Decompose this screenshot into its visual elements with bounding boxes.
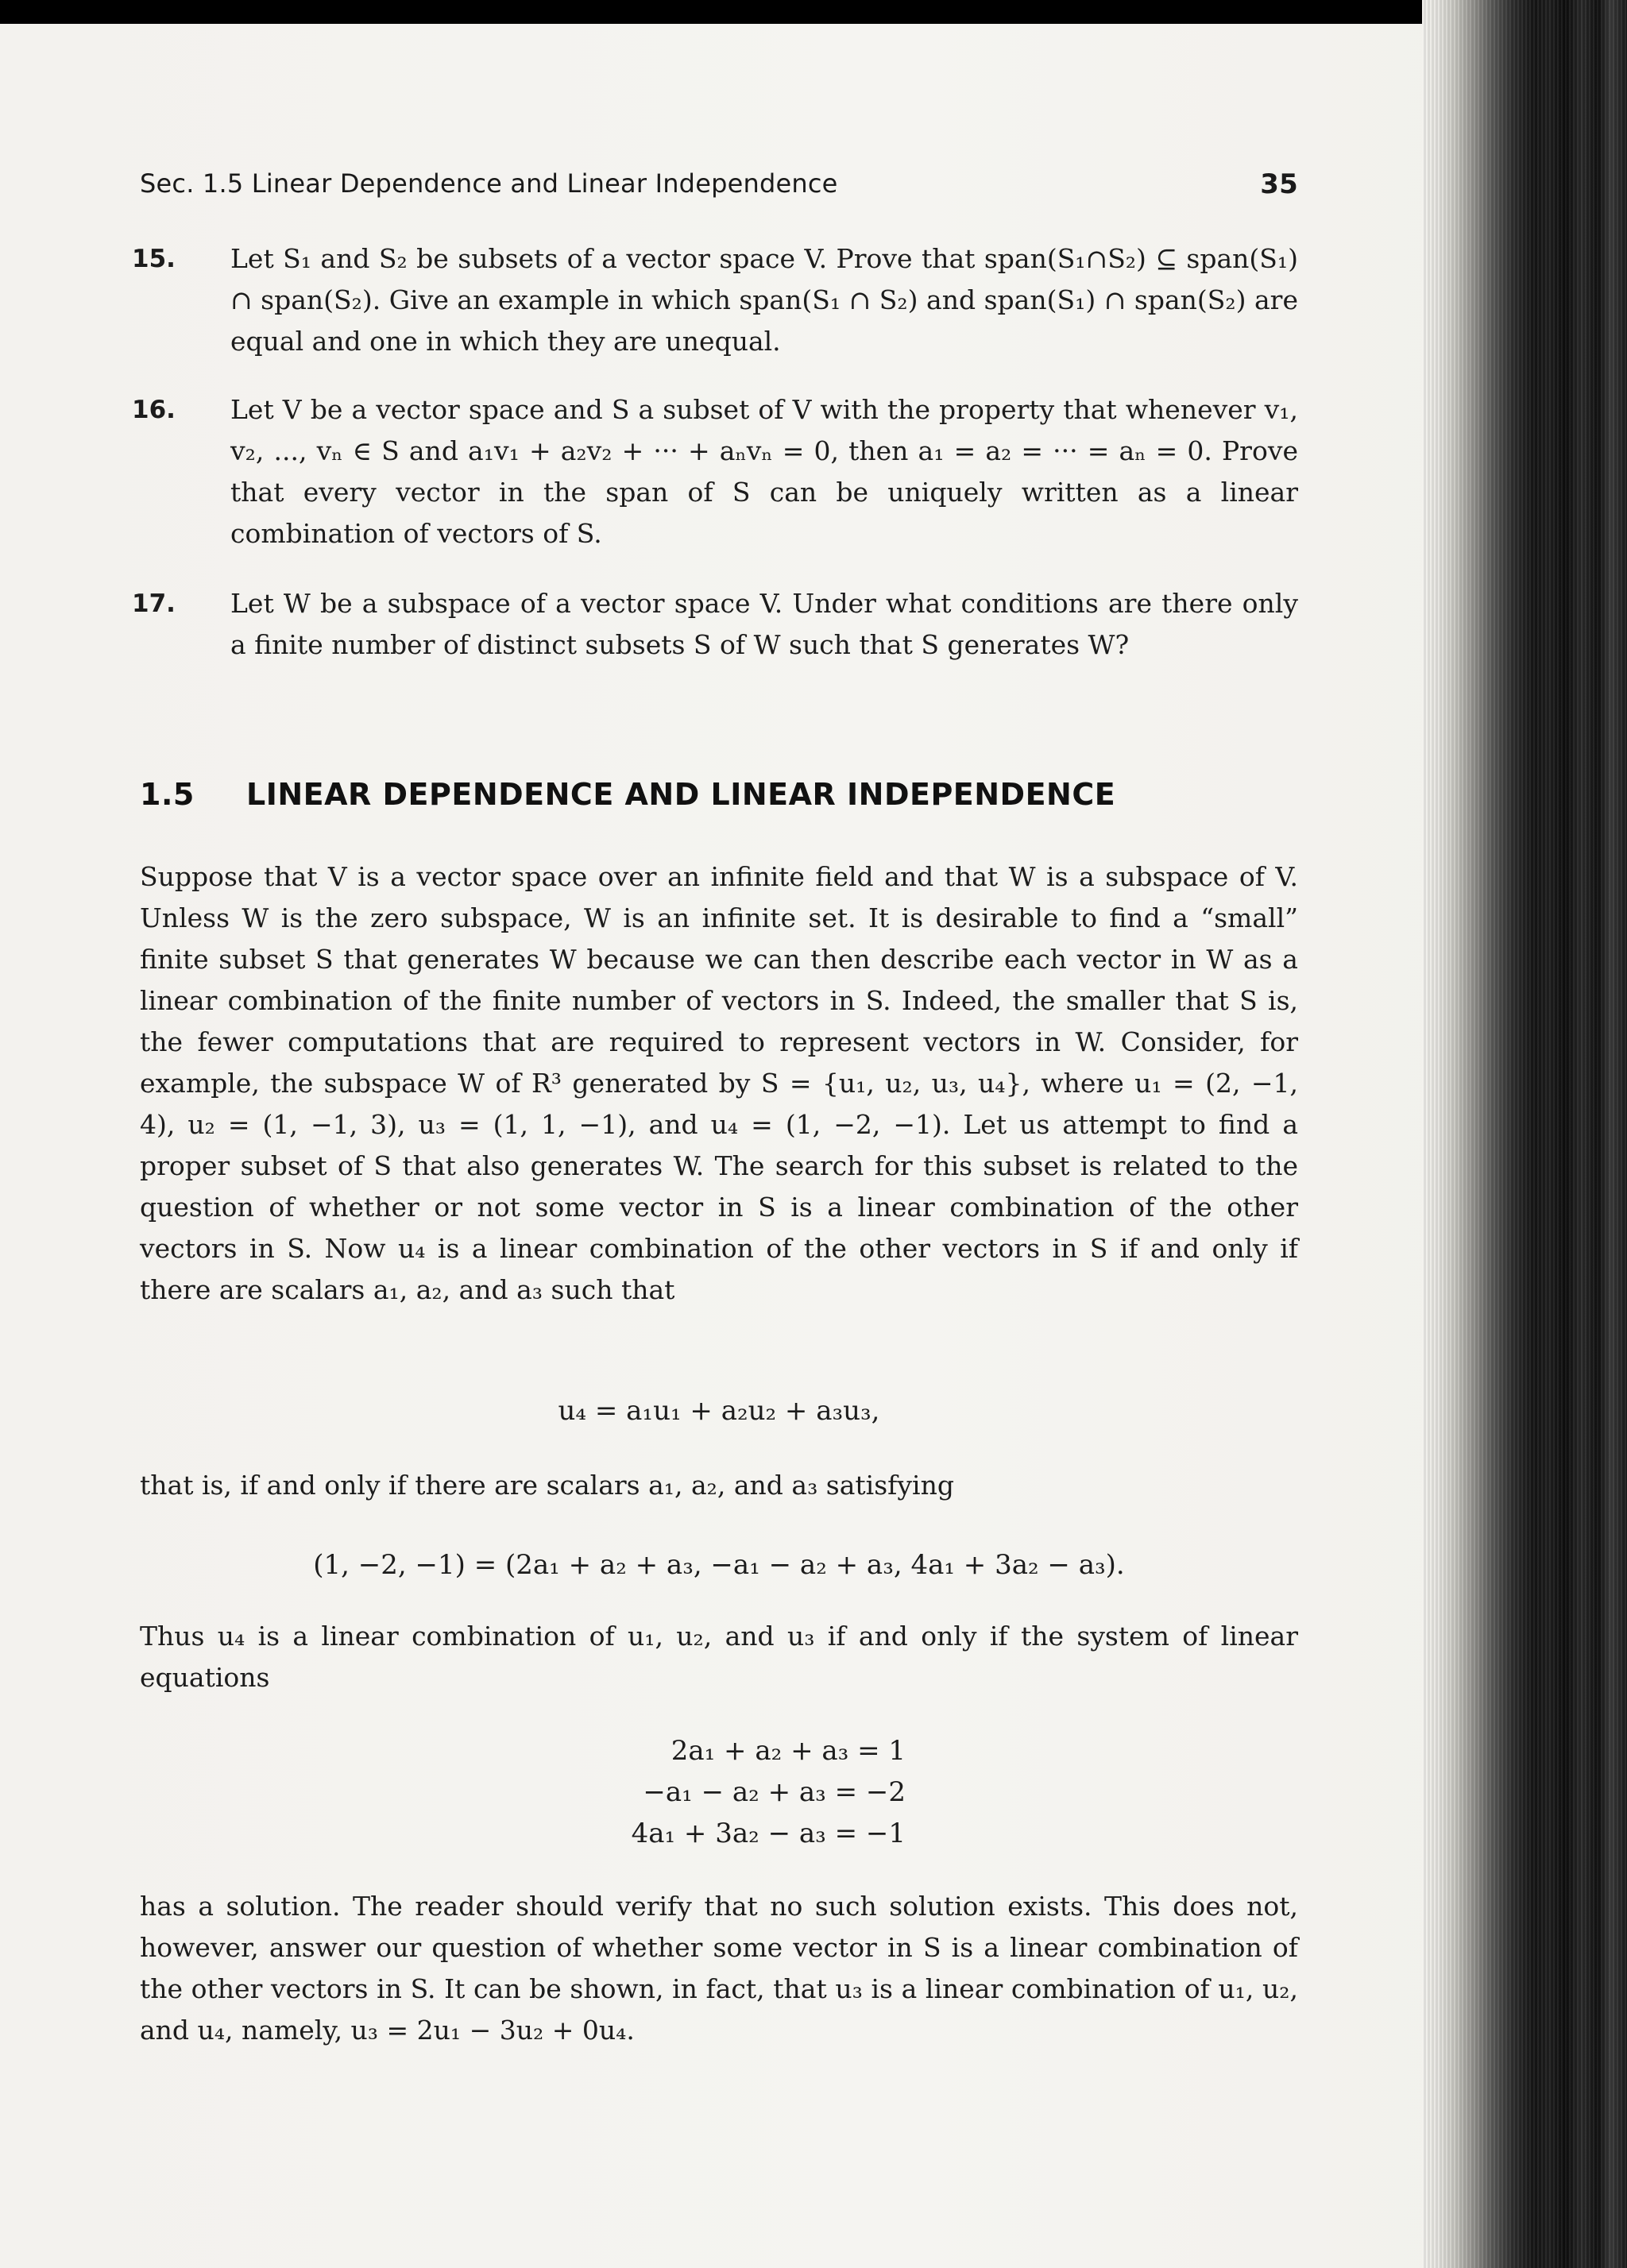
page-top-shadow: [0, 0, 1627, 24]
system-row: 2a₁ + a₂ + a₃ = 1: [671, 1735, 906, 1767]
book-page-edges: [1422, 0, 1627, 2268]
exercise-17: [132, 583, 1298, 666]
section-title: LINEAR DEPENDENCE AND LINEAR INDEPENDENCE: [246, 777, 1116, 812]
equation-1: u₄ = a₁u₁ + a₂u₂ + a₃u₃,: [558, 1395, 880, 1427]
running-head-title: Sec. 1.5 Linear Dependence and Linear Independence: [140, 168, 838, 199]
body-paragraph-4: has a solution. The reader should verify that no such solution exists. This does not, however, answer our question of whether some vector in S is a linear combination of the other vectors in S. It can be shown, in fact, that u₃ is a linear combination of u₁, u₂, and u₄, namely, u₃ = 2u₁ − 3u₂ + 0u₄.: [140, 1891, 1298, 2046]
system-row: 4a₁ + 3a₂ − a₃ = −1: [631, 1818, 906, 1849]
body-paragraph-2: that is, if and only if there are scalars a₁, a₂, and a₃ satisfying: [140, 1470, 954, 1501]
exercise-text: Let W be a subspace of a vector space V. Under what conditions are there only a finite number of distinct subsets S of W such that S generates W?: [230, 588, 1298, 660]
exercise-number: 15.: [132, 245, 176, 273]
section-number: 1.5: [140, 777, 195, 812]
exercise-number: 16.: [132, 396, 176, 424]
running-head: [140, 168, 1298, 199]
exercise-text: Let V be a vector space and S a subset of V with the property that whenever v₁, v₂, ..., vₙ ∈ S and a₁v₁ + a₂v₂ + ··· + aₙvₙ = 0, then a₁ = a₂ = ··· = aₙ = 0. Prove that every vector in the span of S can be uniquely written as a linear combination of vectors of S.: [230, 394, 1298, 549]
equation-2: (1, −2, −1) = (2a₁ + a₂ + a₃, −a₁ − a₂ + a₃, 4a₁ + 3a₂ − a₃).: [313, 1549, 1125, 1581]
system-row: −a₁ − a₂ + a₃ = −2: [643, 1776, 906, 1808]
exercise-15: [132, 238, 1298, 362]
equation-system: [556, 1730, 906, 1854]
exercise-number: 17.: [132, 589, 176, 618]
body-paragraph-3: Thus u₄ is a linear combination of u₁, u₂, and u₃ if and only if the system of linear equations: [140, 1621, 1298, 1693]
exercise-16: [132, 389, 1298, 554]
section-heading: [140, 777, 1115, 812]
page-number: 35: [1260, 168, 1298, 200]
exercise-text: Let S₁ and S₂ be subsets of a vector space V. Prove that span(S₁∩S₂) ⊆ span(S₁) ∩ span(S₂). Give an example in which span(S₁ ∩ S₂) and span(S₁) ∩ span(S₂) are equal and one in which they are unequal.: [230, 243, 1298, 357]
body-paragraph-1: Suppose that V is a vector space over an infinite field and that W is a subspace of V. Unless W is the zero subspace, W is an infinite set. It is desirable to find a “small” finite subset S that generates W because we can then describe each vector in W as a linear combination of the finite number of vectors in S. Indeed, the smaller that S is, the fewer computations that are required to represent vectors in W. Consider, for example, the subspace W of R³ generated by S = {u₁, u₂, u₃, u₄}, where u₁ = (2, −1, 4), u₂ = (1, −1, 3), u₃ = (1, 1, −1), and u₄ = (1, −2, −1). Let us attempt to find a proper subset of S that also generates W. The search for this subset is related to the question of whether or not some vector in S is a linear combination of the other vectors in S. Now u₄ is a linear combination of the other vectors in S if and only if there are scalars a₁, a₂, and a₃ such that: [140, 861, 1298, 1305]
